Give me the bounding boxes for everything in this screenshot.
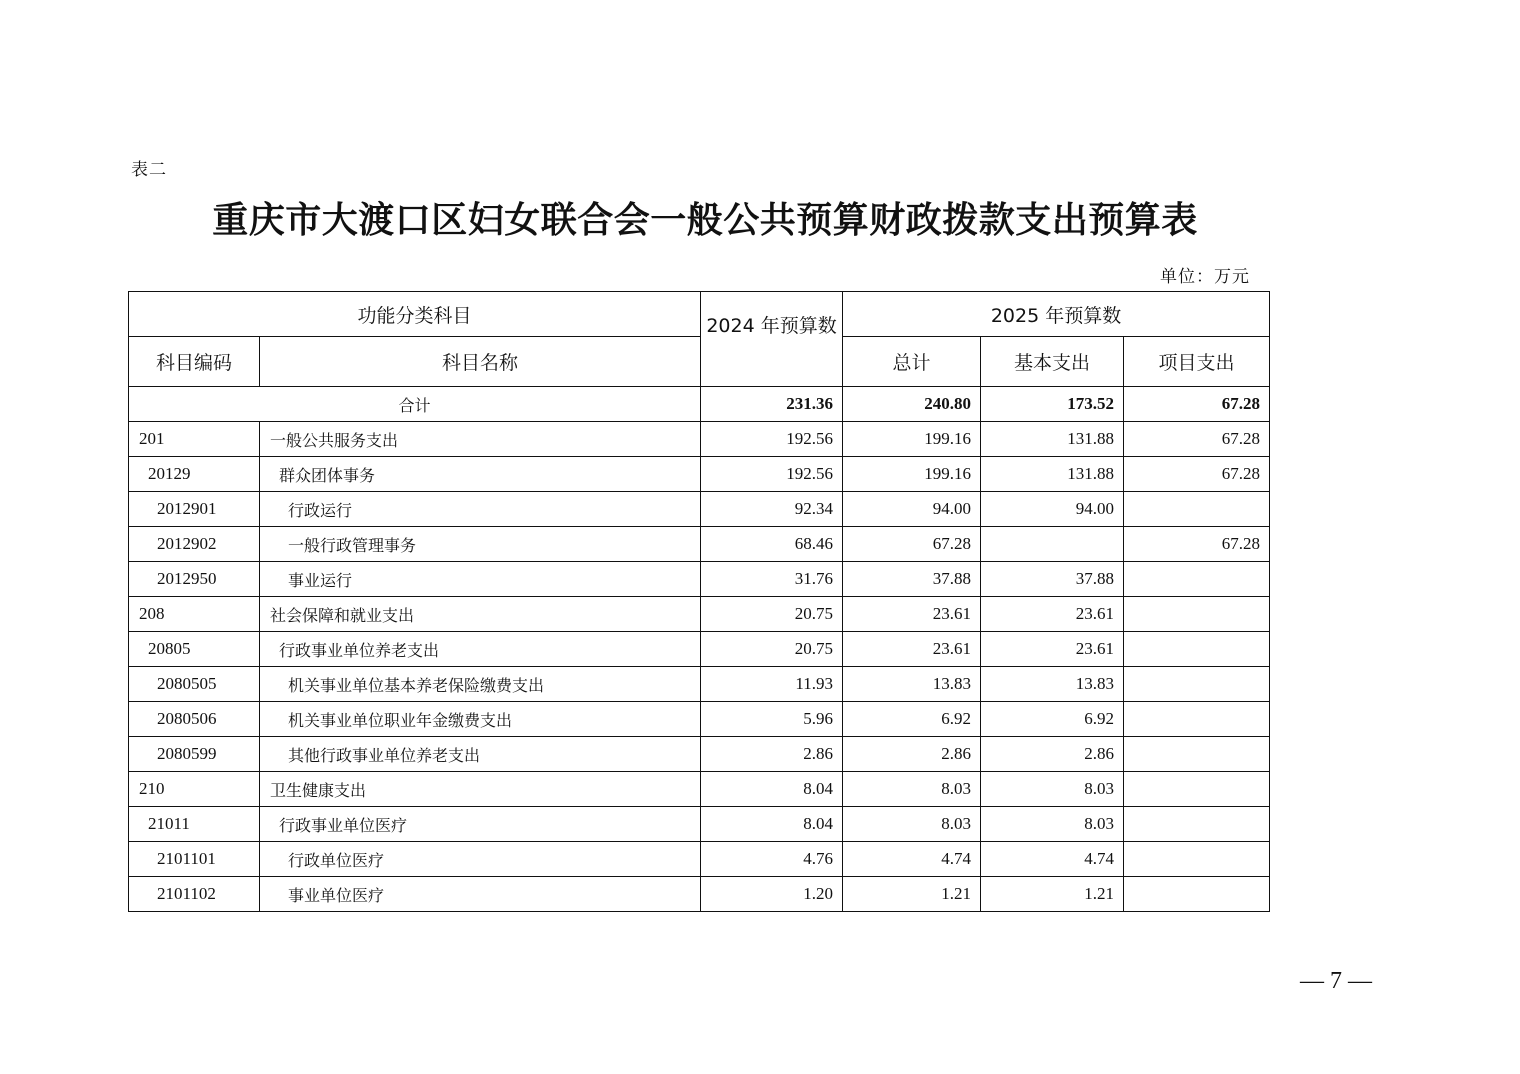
row-name: 行政事业单位养老支出: [260, 632, 701, 667]
row-project: [1124, 772, 1270, 807]
header-project: 项目支出: [1124, 337, 1270, 387]
table-row: [129, 492, 1270, 527]
header-name: 科目名称: [260, 337, 701, 387]
row-name: 事业运行: [260, 562, 701, 597]
row-code: 210: [129, 772, 260, 807]
row-total: 23.61: [843, 632, 981, 667]
row-b2024: 92.34: [701, 492, 843, 527]
row-name: 一般公共服务支出: [260, 422, 701, 457]
row-project: [1124, 737, 1270, 772]
total-label: 合计: [129, 387, 701, 422]
row-project: [1124, 702, 1270, 737]
row-total: 8.03: [843, 772, 981, 807]
row-basic: 13.83: [981, 667, 1124, 702]
row-basic: 2.86: [981, 737, 1124, 772]
row-basic: 94.00: [981, 492, 1124, 527]
row-code: 2080599: [129, 737, 260, 772]
row-code: 21011: [129, 807, 260, 842]
total-row: [129, 387, 1270, 422]
header-basic: 基本支出: [981, 337, 1124, 387]
row-basic: 1.21: [981, 877, 1124, 912]
row-basic: 131.88: [981, 422, 1124, 457]
row-b2024: 1.20: [701, 877, 843, 912]
table-row: [129, 597, 1270, 632]
row-b2024: 11.93: [701, 667, 843, 702]
row-name: 其他行政事业单位养老支出: [260, 737, 701, 772]
table-row: [129, 842, 1270, 877]
table-row: [129, 527, 1270, 562]
row-code: 20129: [129, 457, 260, 492]
row-name: 群众团体事务: [260, 457, 701, 492]
table-row: [129, 667, 1270, 702]
row-project: 67.28: [1124, 422, 1270, 457]
row-project: [1124, 597, 1270, 632]
header-row-1: [129, 292, 1270, 337]
row-name: 行政运行: [260, 492, 701, 527]
table-row: [129, 422, 1270, 457]
row-project: 67.28: [1124, 457, 1270, 492]
unit-label: 单位：万元: [1160, 267, 1250, 287]
header-budget-2024: 2024 年预算数: [701, 292, 843, 387]
total-b2024: 231.36: [701, 387, 843, 422]
table-row: [129, 807, 1270, 842]
header-code: 科目编码: [129, 337, 260, 387]
row-code: 20805: [129, 632, 260, 667]
row-total: 4.74: [843, 842, 981, 877]
row-code: 2101101: [129, 842, 260, 877]
row-name: 社会保障和就业支出: [260, 597, 701, 632]
row-name: 卫生健康支出: [260, 772, 701, 807]
table-row: [129, 702, 1270, 737]
row-total: 199.16: [843, 422, 981, 457]
table-row: [129, 457, 1270, 492]
row-b2024: 192.56: [701, 422, 843, 457]
row-total: 94.00: [843, 492, 981, 527]
page-number: — 7 —: [1300, 968, 1372, 994]
table-row: [129, 772, 1270, 807]
row-b2024: 2.86: [701, 737, 843, 772]
table-row: [129, 562, 1270, 597]
row-total: 6.92: [843, 702, 981, 737]
row-total: 1.21: [843, 877, 981, 912]
table-row: [129, 737, 1270, 772]
row-basic: 8.03: [981, 772, 1124, 807]
row-b2024: 4.76: [701, 842, 843, 877]
row-b2024: 8.04: [701, 772, 843, 807]
table-row: [129, 632, 1270, 667]
row-total: 2.86: [843, 737, 981, 772]
row-b2024: 192.56: [701, 457, 843, 492]
header-row-2: [129, 337, 1270, 387]
row-project: [1124, 877, 1270, 912]
total-basic: 173.52: [981, 387, 1124, 422]
header-total: 总计: [843, 337, 981, 387]
row-project: [1124, 667, 1270, 702]
row-basic: 23.61: [981, 597, 1124, 632]
row-project: [1124, 632, 1270, 667]
budget-table: [128, 291, 1270, 912]
row-name: 一般行政管理事务: [260, 527, 701, 562]
row-name: 行政单位医疗: [260, 842, 701, 877]
row-basic: 4.74: [981, 842, 1124, 877]
row-basic: 23.61: [981, 632, 1124, 667]
row-code: 208: [129, 597, 260, 632]
row-code: 2012950: [129, 562, 260, 597]
row-basic: 8.03: [981, 807, 1124, 842]
row-b2024: 20.75: [701, 597, 843, 632]
row-name: 机关事业单位职业年金缴费支出: [260, 702, 701, 737]
row-b2024: 20.75: [701, 632, 843, 667]
row-project: 67.28: [1124, 527, 1270, 562]
row-name: 事业单位医疗: [260, 877, 701, 912]
row-name: 机关事业单位基本养老保险缴费支出: [260, 667, 701, 702]
row-b2024: 68.46: [701, 527, 843, 562]
row-total: 199.16: [843, 457, 981, 492]
row-b2024: 8.04: [701, 807, 843, 842]
row-total: 13.83: [843, 667, 981, 702]
row-basic: 37.88: [981, 562, 1124, 597]
row-project: [1124, 492, 1270, 527]
row-project: [1124, 842, 1270, 877]
row-code: 2080505: [129, 667, 260, 702]
document-title: 重庆市大渡口区妇女联合会一般公共预算财政拨款支出预算表: [212, 199, 1198, 241]
row-code: 201: [129, 422, 260, 457]
row-total: 67.28: [843, 527, 981, 562]
row-project: [1124, 562, 1270, 597]
row-project: [1124, 807, 1270, 842]
row-code: 2080506: [129, 702, 260, 737]
table-row: [129, 877, 1270, 912]
row-total: 8.03: [843, 807, 981, 842]
row-basic: 6.92: [981, 702, 1124, 737]
row-b2024: 5.96: [701, 702, 843, 737]
header-function-category: 功能分类科目: [129, 292, 701, 337]
row-name: 行政事业单位医疗: [260, 807, 701, 842]
row-basic: [981, 527, 1124, 562]
row-total: 37.88: [843, 562, 981, 597]
row-code: 2101102: [129, 877, 260, 912]
total-total: 240.80: [843, 387, 981, 422]
row-basic: 131.88: [981, 457, 1124, 492]
row-code: 2012902: [129, 527, 260, 562]
table-number-label: 表二: [131, 160, 167, 180]
total-project: 67.28: [1124, 387, 1270, 422]
row-total: 23.61: [843, 597, 981, 632]
row-b2024: 31.76: [701, 562, 843, 597]
header-budget-2025: 2025 年预算数: [843, 292, 1270, 337]
row-code: 2012901: [129, 492, 260, 527]
